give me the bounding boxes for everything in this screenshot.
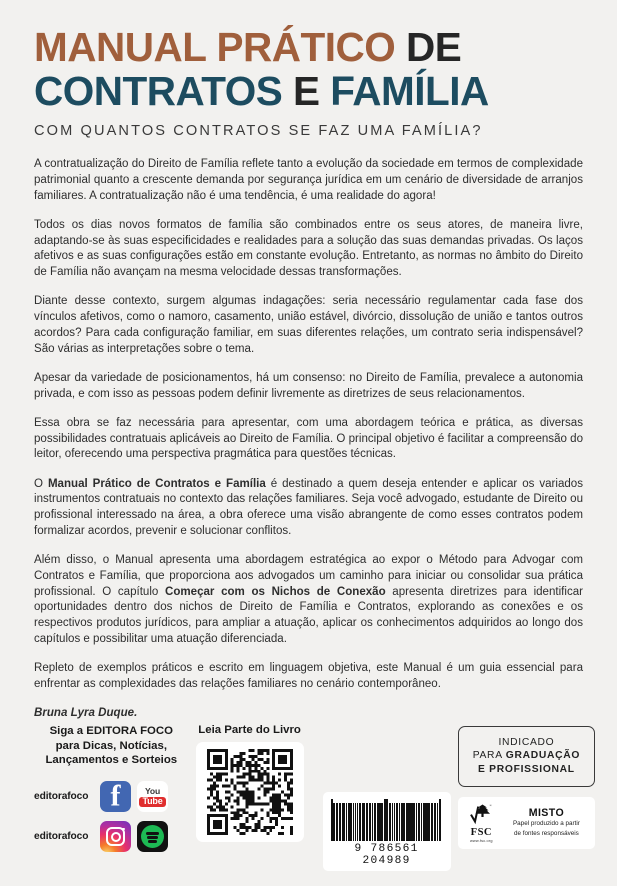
- fsc-subtitle-line-2: de fontes responsáveis: [514, 829, 579, 837]
- social-handle-facebook: editorafoco: [34, 791, 89, 803]
- blurb-body: [34, 157, 583, 722]
- youtube-icon-inner: [139, 787, 165, 807]
- p7-pre: Além disso, o Manual apresenta uma abordagem estratégica ao expor o Método para Advogar com Contratos e Família, que proporciona aos advogados um caminho para iniciar ou consolidar sua prática profissional. O capítulo: [34, 554, 583, 598]
- social-rows: [34, 779, 189, 855]
- blurb-paragraph-2: Todos os dias novos formatos de família são combinados entre os seus atores, de maneira livre, adaptando-se às suas especificidades e realidades para a solução das suas demandas privadas. Os laços afetivos e as suas configurações estão em constante evolução. Entretanto, as normas no âmbito do Direito de Família não avançam na mesma velocidade dessas transformações.: [34, 218, 583, 279]
- social-heading-line-2: para Dicas, Notícias,: [55, 739, 167, 752]
- footer: [34, 722, 595, 867]
- social-heading-line-1: Siga a EDITORA FOCO: [49, 725, 173, 737]
- status-badge-indicado: [458, 726, 595, 787]
- title-accent-familia: FAMÍLIA: [330, 68, 489, 115]
- social-row: [34, 779, 189, 815]
- title-accent-manual-pratico: MANUAL PRÁTICO: [34, 24, 396, 70]
- qr-code[interactable]: [196, 742, 304, 842]
- p6-post: é destinado a quem deseja entender e aplicar os variados instrumentos contratuais no contexto das relações familiares. Seja você advogado, estudante de Direito ou profissional interessado na área, a obra oferece uma visão abrangente de como esses contratos podem formalizar acordos, prevenir e solucionar conflitos.: [34, 477, 583, 537]
- fsc-badge: [458, 797, 595, 849]
- badge-line-2: [465, 749, 588, 762]
- title-accent-contratos: CONTRATOS: [34, 68, 283, 115]
- page-title-line-1: [34, 26, 583, 68]
- badges-block: [458, 722, 595, 849]
- barcode-bars: [331, 799, 443, 841]
- fsc-tree-checkmark-icon: [469, 803, 493, 826]
- blurb-paragraph-7: [34, 553, 583, 648]
- blurb-paragraph-3: Diante desse contexto, surgem algumas indagações: seria necessário regulamentar cada fase dos vínculos afetivos, como o namoro, casamento, união estável, divórcio, dissolução de união e tantos outros acordos? Para cada configuração familiar, em suas diferentes relações, um contrato seria indispensável? São várias as interpretações sobre o tema.: [34, 295, 583, 355]
- p6-book-title: Manual Prático de Contratos e Família: [47, 477, 266, 490]
- fsc-logo: [465, 803, 498, 843]
- instagram-icon-dot: [122, 828, 125, 831]
- svg-text:®: ®: [489, 803, 493, 808]
- badge-line-2-bold: GRADUAÇÃO: [505, 750, 581, 762]
- instagram-icon[interactable]: [100, 821, 131, 852]
- youtube-label-top: You: [145, 785, 160, 796]
- blurb-paragraph-5: Essa obra se faz necessária para apresentar, com uma abordagem teórica e prática, as diversas possibilidades contratuais aplicáveis ao Direito de Família. O principal objetivo é facilitar a compreensão do leitor, oferecendo uma perspectiva pragmática para questões técnicas.: [34, 416, 583, 461]
- qr-block: [193, 722, 307, 842]
- blurb-paragraph-6: [34, 477, 583, 540]
- spotify-icon[interactable]: [137, 821, 168, 852]
- spotify-icon-wave-3: [148, 840, 157, 842]
- blurb-paragraph-1: A contratualização do Direito de Família reflete tanto a evolução da sociedade em termos de complexidade patrimonial quanto a crescente demanda por segurança jurídica em um cenário de diversidade de arranjos familiares. A contratualização não é uma tendência, é uma realidade do agora!: [34, 158, 583, 202]
- isbn-barcode: [323, 792, 451, 871]
- spotify-icon-wave-1: [146, 832, 159, 834]
- blurb-paragraph-8: Repleto de exemplos práticos e escrito em linguagem objetiva, este Manual é um guia essencial para enfrentar as complexidades das relações familiares no cenário contemporâneo.: [34, 662, 583, 690]
- youtube-icon[interactable]: [137, 781, 168, 812]
- social-heading: [34, 724, 189, 768]
- page-title-line-2: [34, 68, 583, 115]
- author-byline: Bruna Lyra Duque.: [34, 707, 138, 720]
- qr-heading: Leia Parte do Livro: [198, 724, 301, 736]
- blurb-paragraph-4: Apesar da variedade de posicionamentos, há um consenso: no Direito de Família, prevalece a autonomia privada, e com isso as pessoas podem definir livremente as diretrizes de seus relacionamentos.: [34, 371, 583, 400]
- badge-line-1: INDICADO: [498, 737, 555, 748]
- youtube-label-bottom: Tube: [139, 797, 165, 807]
- social-row: [34, 819, 189, 855]
- title-word-de: DE: [395, 24, 462, 70]
- title-word-e: E: [282, 68, 331, 115]
- page-subtitle: COM QUANTOS CONTRATOS SE FAZ UMA FAMÍLIA?: [34, 123, 483, 140]
- instagram-icon-lens: [111, 832, 121, 842]
- fsc-url: www.fsc.org: [469, 838, 493, 843]
- social-handle-instagram: editorafoco: [34, 831, 89, 843]
- title-block: [34, 0, 583, 139]
- spotify-icon-wave-2: [147, 836, 158, 838]
- social-heading-line-3: Lançamentos e Sorteios: [45, 754, 178, 767]
- social-block: [34, 722, 189, 859]
- facebook-icon[interactable]: [100, 781, 131, 812]
- p7-chapter-title: Começar com os Nichos de Conexão: [165, 585, 386, 598]
- barcode-number: 9 786561 204989: [354, 843, 419, 867]
- qr-code-graphic: [207, 749, 293, 835]
- fsc-text: [505, 807, 588, 838]
- badge-line-3: E PROFISSIONAL: [478, 763, 575, 775]
- p6-pre: O: [34, 477, 48, 490]
- fsc-wordmark: FSC: [470, 827, 492, 839]
- fsc-title: MISTO: [528, 807, 565, 820]
- fsc-subtitle-line-1: Papel produzido a partir: [512, 820, 580, 828]
- barcode-block: [323, 722, 458, 871]
- badge-line-2-light: PARA: [472, 750, 506, 762]
- p7-post: apresenta diretrizes para identificar oportunidades dentro dos nichos de Direito de Família e Contratos, explorando as conexões e os respectivos produtos jurídicos, para ampliar a atuação, aplicar os conhecimentos adquiridos ao longo dos capítulos e possibilitar uma atuação diferenciada.: [34, 585, 583, 645]
